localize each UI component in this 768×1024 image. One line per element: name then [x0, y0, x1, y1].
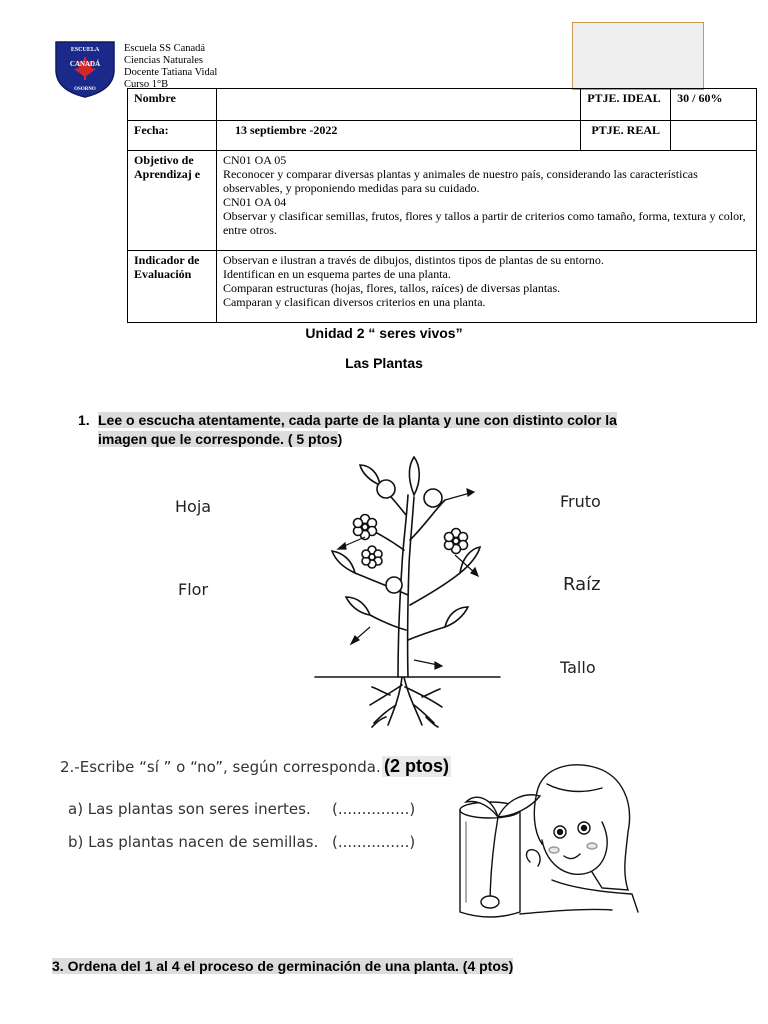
ptje-ideal-label: PTJE. IDEAL — [581, 89, 671, 121]
q2-title-text: 2.-Escribe “sí ” o “no”, según corresponda. — [60, 758, 381, 776]
section-title: Las Plantas — [345, 355, 423, 371]
objetivo-label: Objetivo de Aprendizaj e — [128, 151, 217, 251]
word-hoja[interactable]: Hoja — [175, 497, 212, 516]
ptje-real-field[interactable] — [671, 121, 757, 151]
indicador-content — [216, 251, 756, 323]
logo-text-bottom: OSORNO — [74, 87, 96, 92]
word-fruto[interactable]: Fruto — [560, 492, 601, 511]
q2-points: (2 ptos) — [384, 756, 449, 776]
school-name: Escuela SS Canadá — [124, 43, 206, 54]
q1-text-line1-span: Lee o escucha atentamente, cada parte de la planta y une con distinto color la — [98, 412, 617, 428]
q3-text-span: 3. Ordena del 1 al 4 el proceso de germinación de una planta. (4 ptos) — [52, 958, 514, 974]
ptje-ideal-value: 30 / 60% — [671, 89, 757, 121]
objetivo-line: CN01 OA 04 — [222, 195, 287, 209]
logo-text-top: ESCUELA — [70, 47, 100, 53]
indicador-label: Indicador de Evaluación — [128, 251, 217, 323]
objetivo-line: Observar y clasificar semillas, frutos, flores y tallos a partir de criterios como tamaño, forma, textura y color, entre otros. — [222, 209, 746, 237]
indicador-line: Camparan y clasifican diversos criterios en una planta. — [222, 295, 486, 309]
q1-number: 1. — [78, 412, 90, 428]
q1-text-line1 — [98, 412, 617, 428]
q3-text — [52, 958, 513, 974]
q2-item-b: b) Las plantas nacen de semillas. — [68, 833, 319, 851]
word-raiz[interactable]: Raíz — [563, 574, 601, 595]
q2-item-a: a) Las plantas son seres inertes. — [68, 800, 311, 818]
unit-title: Unidad 2 “ seres vivos” — [305, 325, 463, 341]
fecha-label: Fecha: — [128, 121, 217, 151]
q1-text-line2-end: ) — [337, 431, 343, 447]
grade-box[interactable] — [572, 22, 704, 90]
q2-item-a-blank[interactable]: (...............) — [332, 800, 416, 818]
ptje-real-label: PTJE. REAL — [581, 121, 671, 151]
subject-name: Ciencias Naturales — [124, 55, 204, 66]
objetivo-content — [216, 151, 756, 251]
q1-text-line2 — [98, 431, 342, 447]
nombre-field[interactable] — [216, 89, 580, 121]
info-table — [127, 88, 757, 323]
q2-item-b-blank[interactable]: (...............) — [332, 833, 416, 851]
plant-illustration — [310, 455, 510, 730]
girl-jar-illustration — [452, 762, 648, 922]
nombre-label: Nombre — [128, 89, 217, 121]
objetivo-line: Reconocer y comparar diversas plantas y animales de nuestro país, considerando las características observables, y proponiendo medidas para su cuidado. — [222, 167, 698, 195]
teacher-name: Docente Tatiana Vidal — [124, 67, 218, 78]
word-tallo[interactable]: Tallo — [560, 658, 596, 677]
q2-title — [60, 758, 381, 776]
objetivo-line: CN01 OA 05 — [222, 153, 287, 167]
indicador-line: Identifican en un esquema partes de una planta. — [222, 267, 451, 281]
fecha-value: 13 septiembre -2022 — [216, 121, 580, 151]
q1-text-line2-span: imagen que le corresponde. ( 5 ptos — [98, 431, 338, 447]
logo-text-mid: CANADÁ — [69, 60, 101, 68]
indicador-line: Observan e ilustran a través de dibujos, distintos tipos de plantas de su entorno. — [222, 253, 604, 267]
indicador-line: Comparan estructuras (hojas, flores, tallos, raíces) de diversas plantas. — [222, 281, 561, 295]
word-flor[interactable]: Flor — [178, 580, 209, 599]
school-logo — [52, 40, 118, 98]
course-name: Curso 1°B — [124, 79, 169, 90]
